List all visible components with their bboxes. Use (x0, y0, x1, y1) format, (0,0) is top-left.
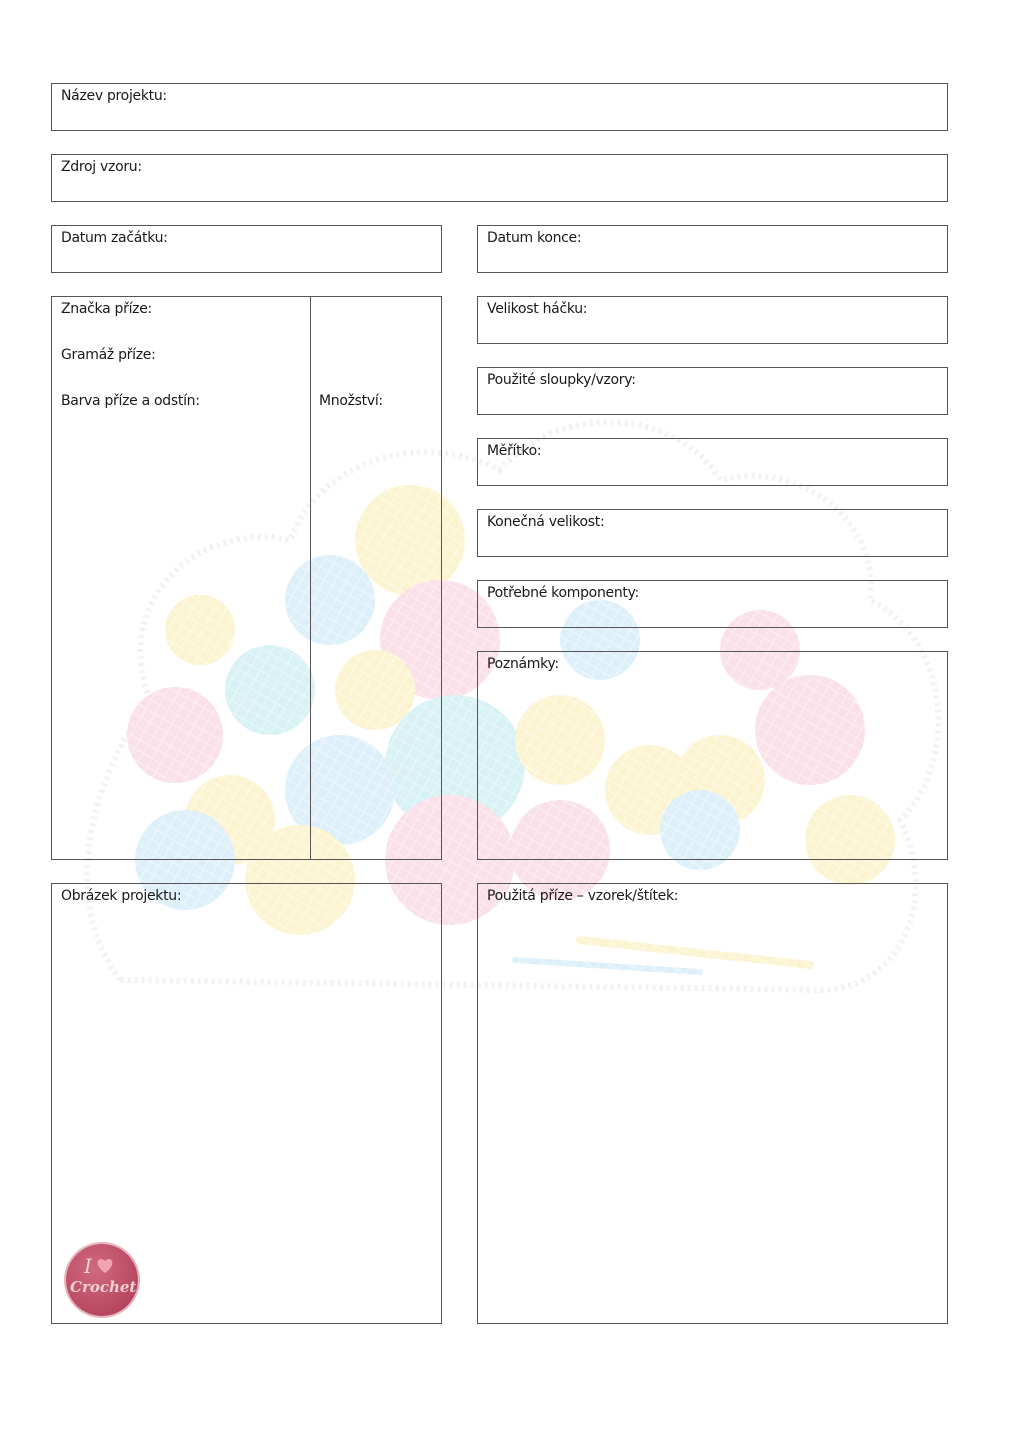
start-date-label: Datum začátku: (61, 230, 168, 246)
final-size-label: Konečná velikost: (487, 514, 605, 530)
yarn-brand-label: Značka příze: (61, 301, 152, 317)
notes-field[interactable] (477, 651, 948, 860)
yarn-weight-label: Gramáž příze: (61, 347, 156, 363)
pattern-source-label: Zdroj vzoru: (61, 159, 142, 175)
final-size-field[interactable] (477, 509, 948, 557)
gauge-field[interactable] (477, 438, 948, 486)
logo-crochet-text: Crochet (70, 1278, 137, 1296)
stitches-used-label: Použité sloupky/vzory: (487, 372, 636, 388)
end-date-field[interactable] (477, 225, 948, 273)
project-name-label: Název projektu: (61, 88, 167, 104)
heart-icon (96, 1258, 114, 1274)
hook-size-field[interactable] (477, 296, 948, 344)
stitches-used-field[interactable] (477, 367, 948, 415)
quantity-label: Množství: (319, 393, 383, 409)
start-date-field[interactable] (51, 225, 442, 273)
i-love-crochet-logo (66, 1244, 138, 1316)
project-image-label: Obrázek projektu: (61, 888, 182, 904)
hook-size-label: Velikost háčku: (487, 301, 588, 317)
components-needed-field[interactable] (477, 580, 948, 628)
pattern-source-field[interactable] (51, 154, 948, 202)
yarn-color-label: Barva příze a odstín: (61, 393, 200, 409)
yarn-sample-box[interactable] (477, 883, 948, 1324)
notes-label: Poznámky: (487, 656, 559, 672)
column-divider (310, 297, 311, 859)
components-needed-label: Potřebné komponenty: (487, 585, 639, 601)
yarn-info-box[interactable] (51, 296, 442, 860)
yarn-sample-label: Použitá příze – vzorek/štítek: (487, 888, 679, 904)
project-name-field[interactable] (51, 83, 948, 131)
end-date-label: Datum konce: (487, 230, 582, 246)
gauge-label: Měřítko: (487, 443, 542, 459)
logo-i-letter: I (84, 1254, 92, 1278)
